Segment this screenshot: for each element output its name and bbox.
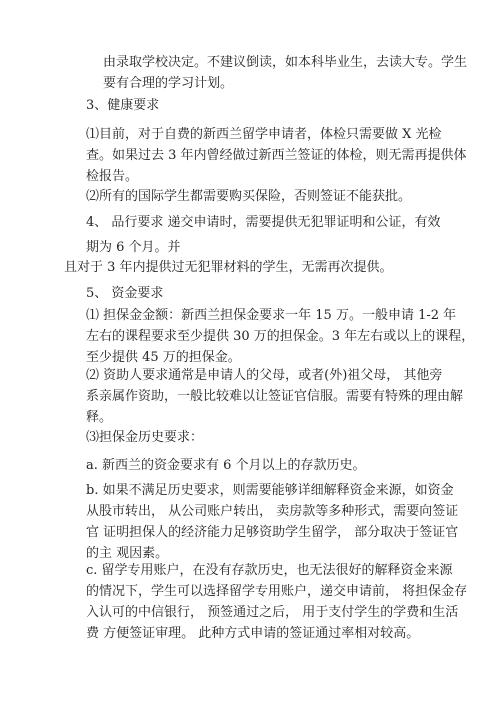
- text-line: ⑵ 资助人要求通常是申请人的父母，或者(外)祖父母， 其他旁: [86, 368, 443, 383]
- text-line: 官 证明担保人的经济能力足够资助学生留学， 部分取决于签证官: [86, 525, 459, 540]
- text-line: ⑵所有的国际学生都需要购买保险，否则签证不能获批。: [86, 189, 412, 204]
- text-line: ⑴目前，对于自费的新西兰留学申请者，体检只需要做 X 光检: [86, 127, 442, 142]
- paragraph-medical-exam: [86, 124, 467, 187]
- paragraph-item-a: [86, 455, 366, 476]
- heading-fund-history: [86, 427, 203, 448]
- heading-fund-requirements: [86, 283, 163, 304]
- paragraph-validity: [86, 237, 181, 258]
- paragraph-item-b: [86, 480, 458, 564]
- text-line: 费 方便签证审理。 此种方式申请的签证通过率相对较高。: [86, 626, 420, 641]
- text-line: b. 如果不满足历史要求，则需要能够详细解释资金来源，如资金: [86, 483, 454, 498]
- text-line: 由录取学校决定。不建议倒读，如本科毕业生，去读大专。学生: [103, 55, 468, 70]
- paragraph-insurance: [86, 186, 411, 207]
- text-line: 的主 观因素。: [86, 546, 169, 561]
- paragraph-no-repeat: [64, 257, 393, 278]
- paragraph-item-c: [86, 560, 467, 644]
- text-line: 5、 资金要求: [86, 286, 164, 301]
- text-line: 入认可的中信银行， 预签通过之后， 用于支付学生的学费和生活: [86, 605, 459, 620]
- heading-character-requirements: [86, 212, 441, 233]
- text-line: 3、健康要求: [86, 98, 160, 113]
- text-line: 释。: [86, 410, 113, 425]
- text-line: 期为 6 个月。并: [86, 240, 181, 255]
- paragraph-intro: [103, 52, 467, 94]
- paragraph-sponsor: [86, 365, 463, 428]
- text-line: ⑶担保金历史要求：: [86, 430, 204, 445]
- text-line: 4、 品行要求 递交申请时，需要提供无犯罪证明和公证，有效: [86, 215, 441, 230]
- text-line: 系亲属作资助，一般比较难以让签证官信服。需要有特殊的理由解: [86, 389, 464, 404]
- text-line: 左右的课程要求至少提供 30 万的担保金。3 年左右或以上的课程，: [86, 329, 475, 344]
- heading-health-requirements: [86, 95, 159, 116]
- text-line: a. 新西兰的资金要求有 6 个月以上的存款历史。: [86, 458, 366, 473]
- text-line: 且对于 3 年内提供过无犯罪材料的学生，无需再次提供。: [64, 260, 393, 275]
- text-line: ⑴ 担保金金额：新西兰担保金要求一年 15 万。一般申请 1-2 年: [86, 308, 457, 323]
- paragraph-guarantee-amount: [86, 305, 474, 368]
- text-line: 从股市转出， 从公司账户转出， 卖房款等多种形式，需要向签证: [86, 504, 459, 519]
- text-line: 至少提供 45 万的担保金。: [86, 350, 241, 365]
- text-line: 检报告。: [86, 169, 139, 184]
- text-line: 的情况下，学生可以选择留学专用账户，递交申请前， 将担保金存: [86, 584, 468, 599]
- text-line: c. 留学专用账户，在没有存款历史，也无法很好的解释资金来源: [86, 563, 453, 578]
- text-line: 要有合理的学习计划。: [103, 76, 234, 91]
- text-line: 查。如果过去 3 年内曾经做过新西兰签证的体检，则无需再提供体: [86, 148, 467, 163]
